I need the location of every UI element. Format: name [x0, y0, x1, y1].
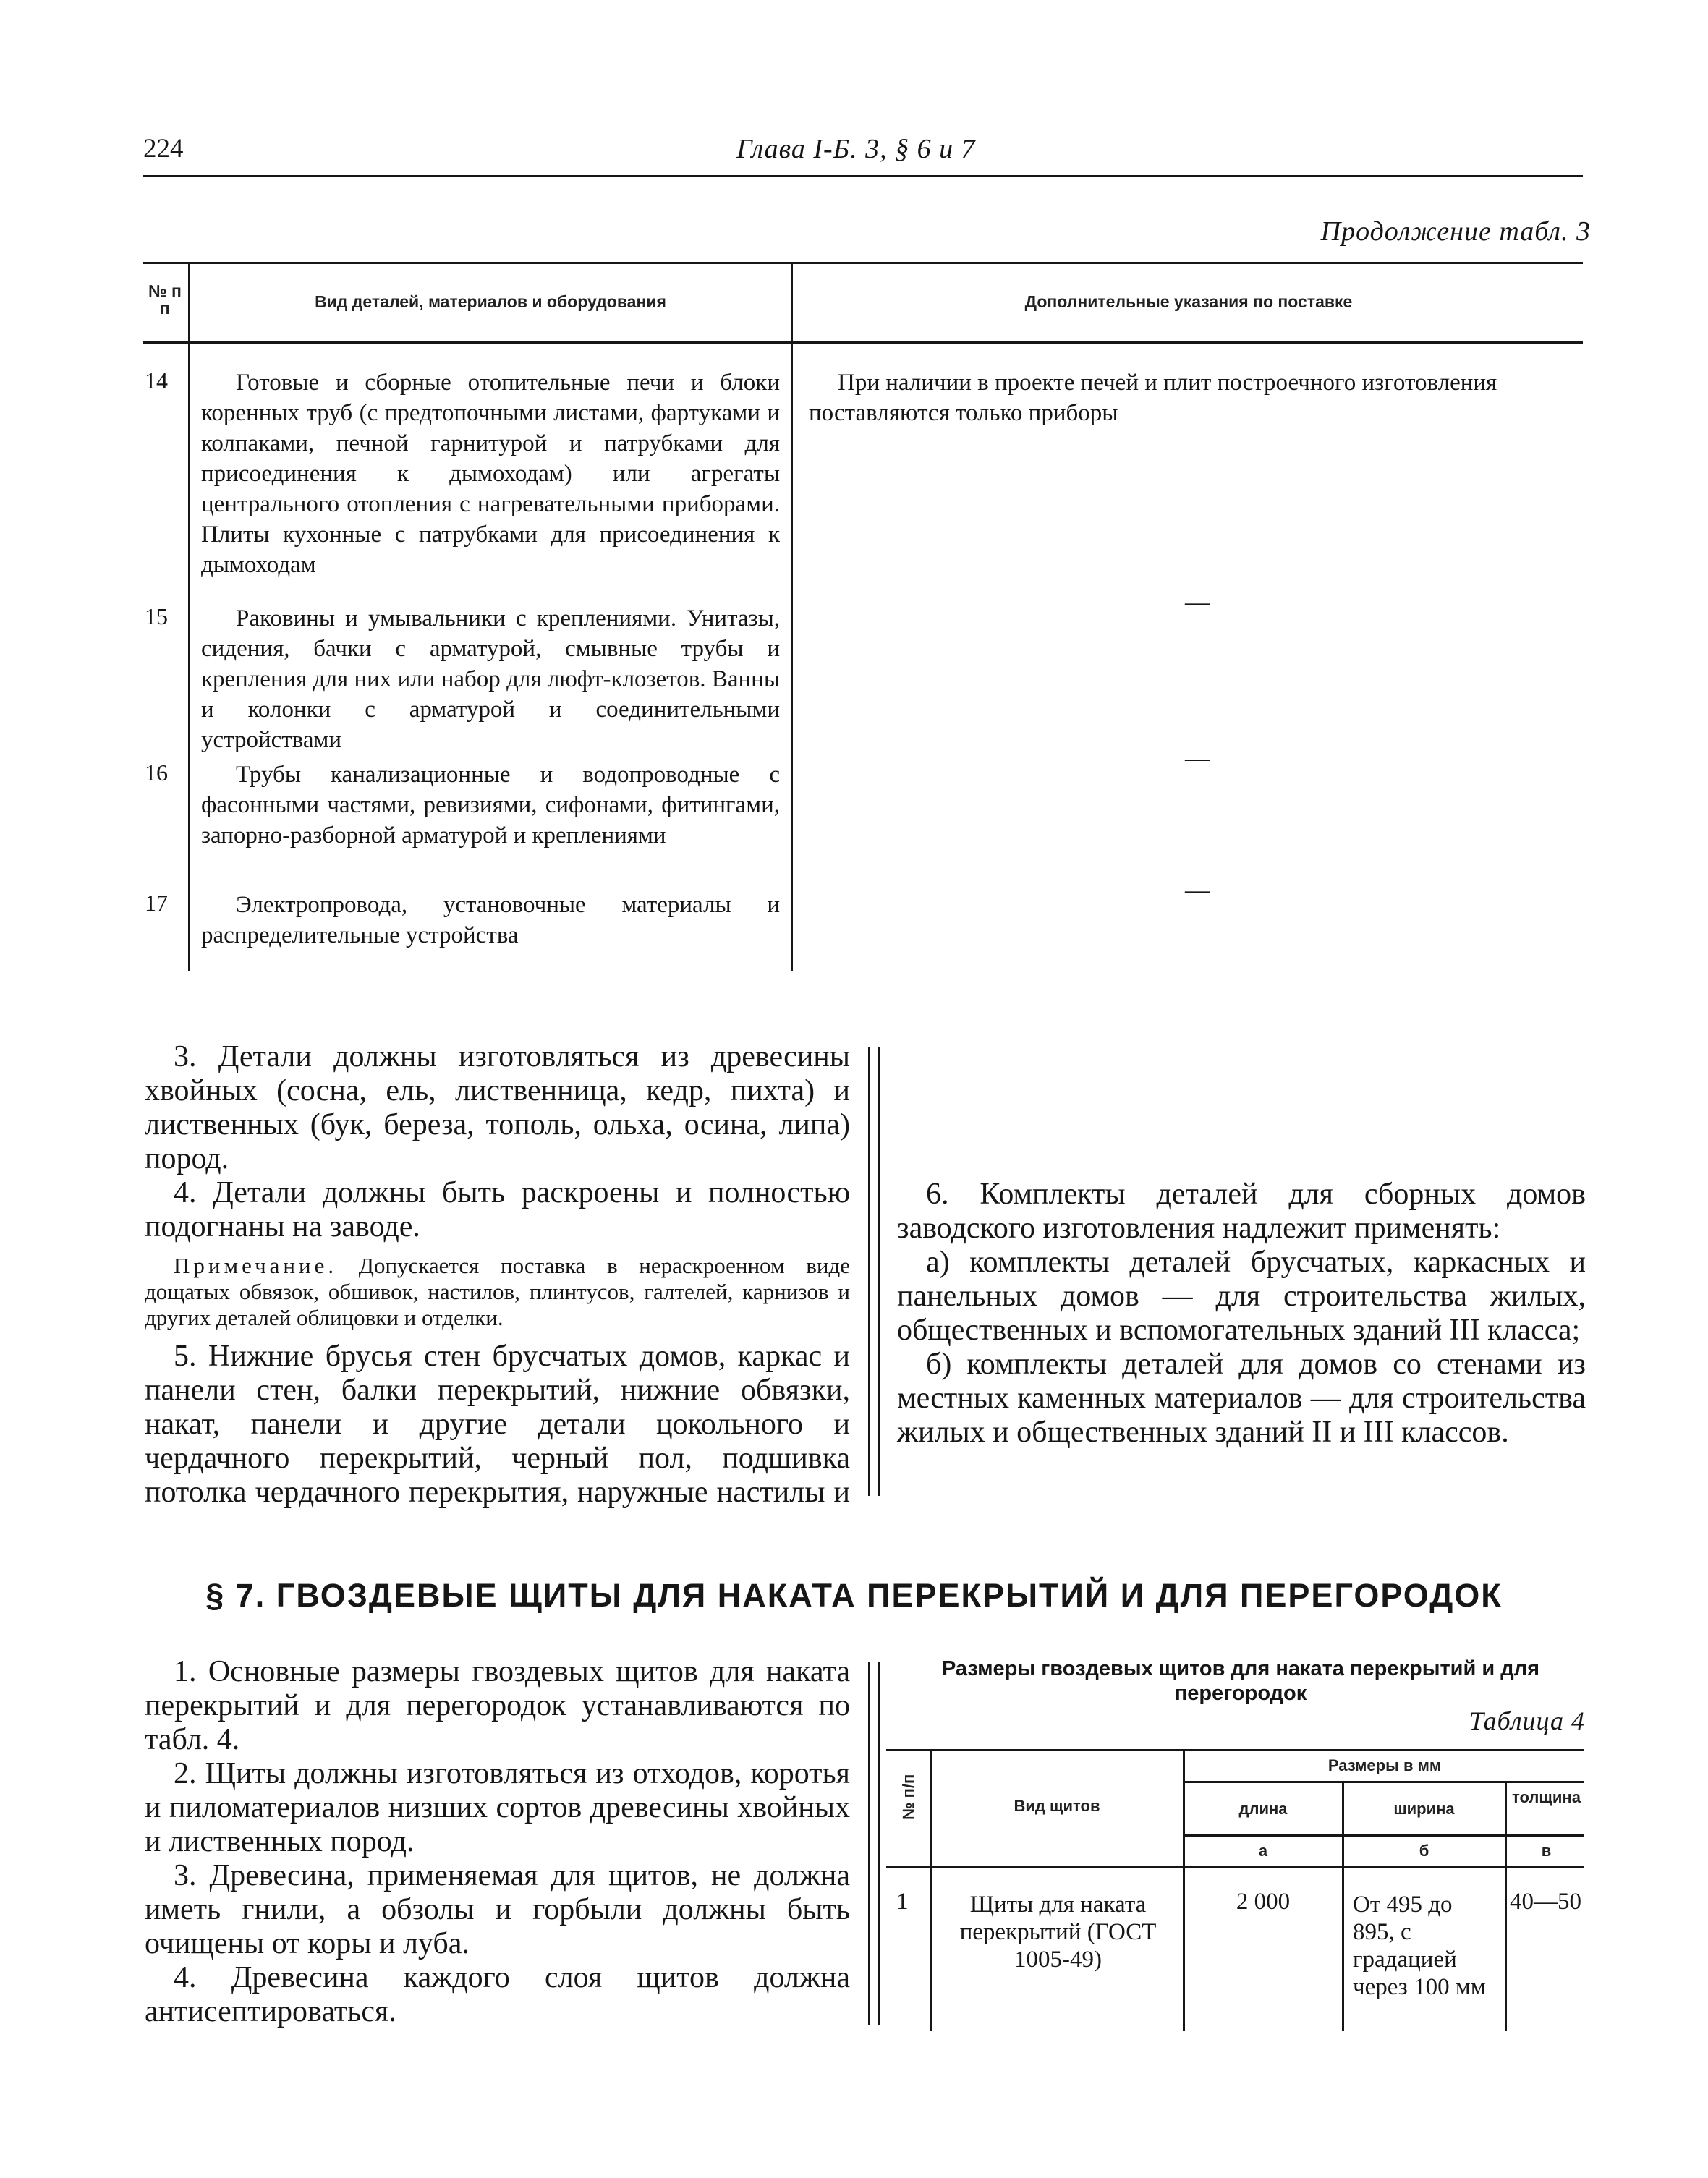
- table-3-row-17-num: 17: [145, 890, 168, 916]
- section-7-title: § 7. ГВОЗДЕВЫЕ ЩИТЫ ДЛЯ НАКАТА ПЕРЕКРЫТИЙ И ДЛЯ ПЕРЕГОРОДОК: [205, 1577, 1503, 1614]
- table-4-row-1-length: 2 000: [1236, 1889, 1291, 1915]
- table-4-dims-rule: [1183, 1781, 1584, 1783]
- table-3-row-15-details: Раковины и умывальники с креплениями. Унитазы, сидения, бачки с арматурой, смывные трубы и крепления для них или набор для люфт-клозетов. Ванны и колонки с арматурой и соединительными устройствами: [201, 605, 780, 753]
- paragraph-5: [145, 1340, 850, 1510]
- paragraph-3: 3. Детали должны изготовляться из древесины хвойных (сосна, ель, лиственница, кедр, пихта) и лиственных (бук, береза, тополь, ольха, осина, липа) пород.: [145, 1040, 850, 1175]
- table-3-row-15-notes: —: [1185, 589, 1210, 616]
- table-4-header-a: а: [1258, 1842, 1268, 1860]
- table-3-row-17-notes: —: [1185, 877, 1210, 903]
- paragraph-4: 4. Детали должны быть раскроены и полностью подогнаны на заводе.: [145, 1176, 850, 1243]
- table-4-header-num: № п/п: [899, 1774, 917, 1820]
- table-4-letters-rule: [1183, 1834, 1584, 1837]
- note-text: Допускается поставка в нераскроенном виде дощатых обвязок, обшивок, настилов, плинтусов, галтелей, карнизов и других деталей облицовки и отделки.: [145, 1253, 850, 1330]
- table-4-row-1-num: 1: [896, 1889, 909, 1915]
- section-7-text: [145, 1655, 850, 2029]
- table-4-header-c: в: [1541, 1842, 1552, 1860]
- table-3-row-15-num: 15: [145, 603, 168, 629]
- table-3-col-divider-1: [188, 262, 190, 971]
- table-3: [143, 262, 1583, 971]
- section-column-divider: [868, 1662, 880, 2025]
- table-3-row-17-details: Электропровода, установочные материалы и распределительные устройства: [201, 892, 780, 948]
- table-4-header-type: Вид щитов: [1014, 1797, 1100, 1815]
- table-3-row-14-details: Готовые и сборные отопительные печи и блоки коренных труб (с предтопочными листами, фартуками и колпаками, печной гарнитурой и патрубками для присоединения к дымоходам) или агрегаты центрального отопления с нагревательными приборами. Плиты кухонные с патрубками для присоединения к дымоходам: [201, 370, 780, 578]
- table-4-col-divider-1: [930, 1749, 932, 2031]
- section-7-paragraph-1: 1. Основные размеры гвоздевых щитов для наката перекрытий и для перегородок устанавливаются по табл. 4.: [145, 1655, 850, 1756]
- table-4-header-b: б: [1419, 1842, 1429, 1860]
- note-paragraph: [145, 1253, 850, 1331]
- section-7-paragraph-2: 2. Щиты должны изготовляться из отходов, коротья и пиломатериалов низших сортов древесины хвойных и лиственных пород.: [145, 1757, 850, 1858]
- table-4-col-divider-4: [1505, 1781, 1507, 2031]
- table-4-row-1-thickness: 40—50: [1510, 1889, 1581, 1915]
- running-title: Глава I-Б. 3, § 6 и 7: [736, 134, 976, 164]
- section-7-paragraph-3: 3. Древесина, применяемая для щитов, не должна иметь гнили, а обзолы и горбыли должны быть очищены от коры и луба.: [145, 1859, 850, 1960]
- table-3-row-16-num: 16: [145, 760, 168, 786]
- table-3-header-rule: [143, 341, 1583, 344]
- table-3-row-14-num: 14: [145, 367, 168, 394]
- column-divider: [868, 1047, 880, 1496]
- paragraph-6a: а) комплекты деталей брусчатых, каркасных и панельных домов — для строительства жилых, общественных и вспомогательных зданий III класса;: [897, 1246, 1586, 1347]
- section-7-paragraph-4: 4. Древесина каждого слоя щитов должна антисептироваться.: [145, 1961, 850, 2028]
- table-3-header-num: № п п: [148, 281, 182, 318]
- table-4-title: Размеры гвоздевых щитов для наката перекрытий и для перегородок: [941, 1657, 1540, 1705]
- table-4-col-divider-2: [1183, 1749, 1185, 2031]
- table-4-top-rule: [886, 1749, 1584, 1751]
- paragraph-5-continued: [897, 1040, 1586, 1178]
- table-4-row-1-type: Щиты для наката перекрытий (ГОСТ 1005-49): [959, 1892, 1157, 1973]
- paragraph-6b: б) комплекты деталей для домов со стенами из местных каменных материалов — для строительства жилых и общественных зданий II и III классов.: [897, 1348, 1586, 1449]
- body-column-left: [145, 1040, 850, 1510]
- note-label: Примечание.: [174, 1253, 338, 1278]
- table-3-top-rule: [143, 262, 1583, 264]
- table-3-row-14-notes: При наличии в проекте печей и плит построечного изготовления поставляются только приборы: [809, 370, 1497, 426]
- header-rule: [143, 175, 1583, 177]
- paragraph-5-text: 5. Нижние брусья стен брусчатых домов, каркас и панели стен, балки перекрытий, нижние обвязки, накат, панели и другие детали цокольного и чердачного перекрытий, черный пол, подшивка потолка чердачного перекрытия, наружные настилы и: [145, 1340, 850, 1509]
- body-column-right: [897, 1040, 1586, 1450]
- table-3-row-16-details: Трубы канализационные и водопроводные с фасонными частями, ревизиями, сифонами, фитингами, запорно-разборной арматурой и креплениями: [201, 762, 780, 848]
- table-3-col-divider-2: [791, 262, 793, 971]
- table-3-row-16-notes: —: [1185, 745, 1210, 772]
- table-4-col-divider-3: [1342, 1781, 1344, 2031]
- table-4-header-length: длина: [1238, 1800, 1288, 1818]
- paragraph-6: 6. Комплекты деталей для сборных домов заводского изготовления надлежит применять:: [897, 1178, 1586, 1245]
- table-4-header-dims: Размеры в мм: [1327, 1756, 1442, 1774]
- table-3-header-notes: Дополнительные указания по поставке: [1024, 292, 1353, 311]
- table-3-header-details: Вид деталей, материалов и оборудования: [315, 292, 666, 311]
- table-4-row-1-width: От 495 до 895, с градацией через 100 мм: [1353, 1892, 1486, 2000]
- page-number: 224: [143, 134, 184, 163]
- table-4-label: Таблица 4: [1469, 1706, 1585, 1735]
- table-4-header-width: ширина: [1393, 1800, 1455, 1818]
- table-4: [886, 1749, 1584, 2031]
- continuation-label: Продолжение табл. 3: [1320, 216, 1591, 247]
- table-4-header-thickness: толщина: [1512, 1788, 1581, 1806]
- table-4-header-rule: [886, 1866, 1584, 1868]
